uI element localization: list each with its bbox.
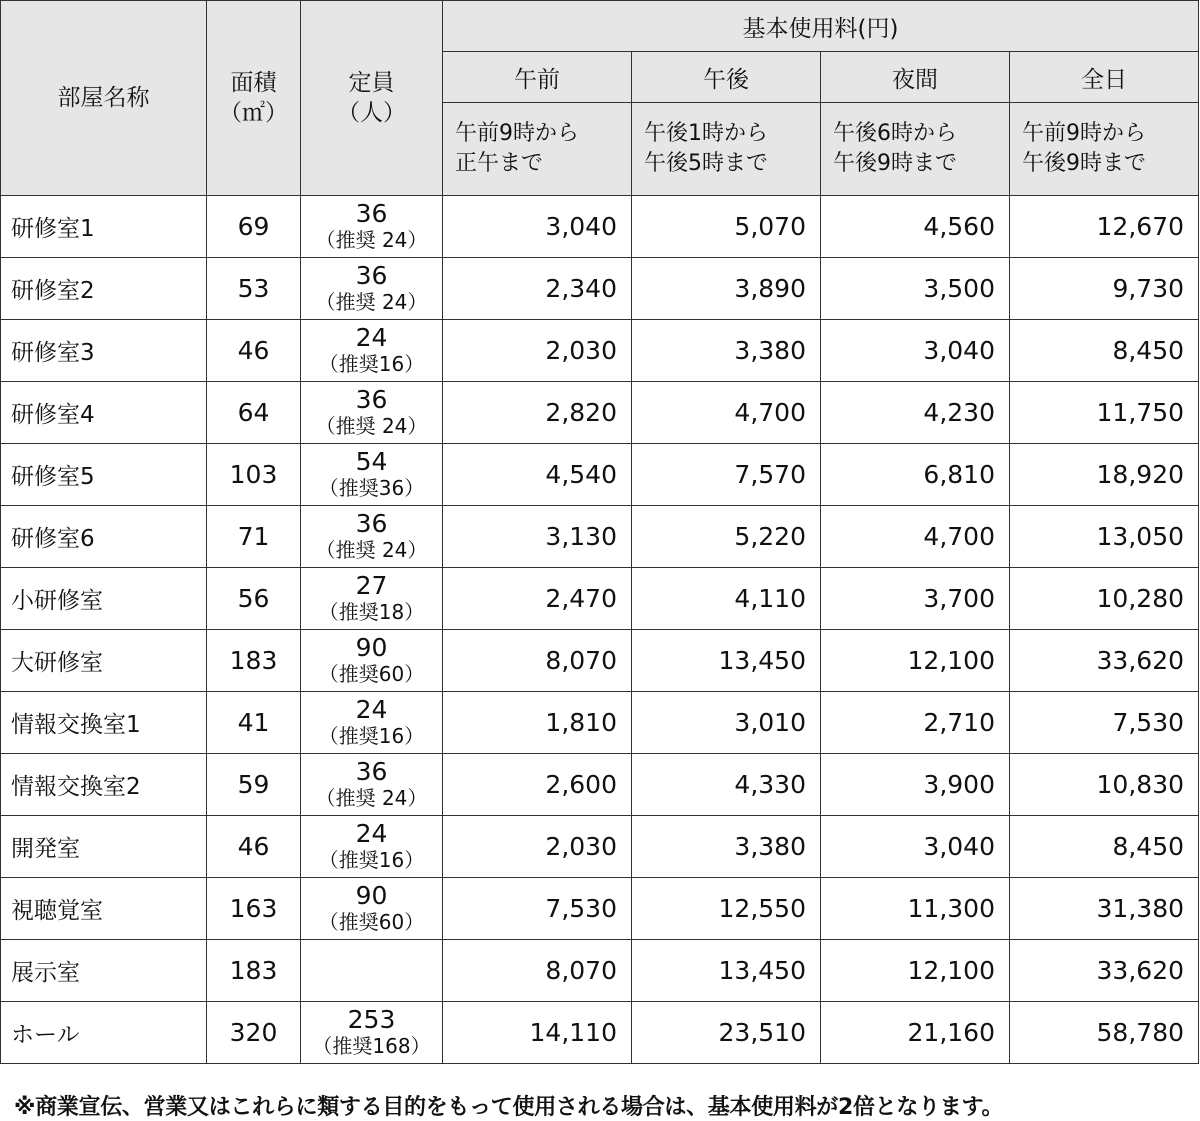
table-row xyxy=(1,258,1199,320)
capacity-value: 24 xyxy=(355,818,388,848)
header-time-fullday: 午前9時から 午後9時まで xyxy=(1010,103,1199,196)
header-time-evening: 午後6時から 午後9時まで xyxy=(821,103,1010,196)
capacity-cell xyxy=(301,506,443,568)
capacity-cell xyxy=(301,444,443,506)
fee-morning-cell: 8,070 xyxy=(443,940,632,1002)
fee-afternoon-cell: 5,220 xyxy=(632,506,821,568)
fee-evening-cell: 2,710 xyxy=(821,692,1010,754)
capacity-value: 90 xyxy=(355,632,388,662)
fee-evening-cell: 11,300 xyxy=(821,878,1010,940)
header-slot-morning: 午前 xyxy=(443,52,632,103)
fee-fullday-cell: 8,450 xyxy=(1010,320,1199,382)
capacity-value: 24 xyxy=(355,322,388,352)
area-cell: 183 xyxy=(207,940,301,1002)
area-cell: 103 xyxy=(207,444,301,506)
capacity-value: 54 xyxy=(355,446,388,476)
recommended-capacity: （推奨16） xyxy=(318,847,425,872)
fee-evening-cell: 21,160 xyxy=(821,1002,1010,1064)
table-row xyxy=(1,878,1199,940)
fee-afternoon-cell: 4,330 xyxy=(632,754,821,816)
room-name-cell: 小研修室 xyxy=(1,568,207,630)
fee-fullday-cell: 10,830 xyxy=(1010,754,1199,816)
room-name-cell: 大研修室 xyxy=(1,630,207,692)
area-cell: 69 xyxy=(207,196,301,258)
fee-evening-cell: 3,700 xyxy=(821,568,1010,630)
area-cell: 53 xyxy=(207,258,301,320)
header-slot-evening: 夜間 xyxy=(821,52,1010,103)
capacity-cell xyxy=(301,320,443,382)
fee-morning-cell: 7,530 xyxy=(443,878,632,940)
room-name-cell: 研修室5 xyxy=(1,444,207,506)
table-row xyxy=(1,196,1199,258)
fee-fullday-cell: 33,620 xyxy=(1010,630,1199,692)
room-name-cell: 情報交換室2 xyxy=(1,754,207,816)
header-slot-afternoon: 午後 xyxy=(632,52,821,103)
table-row xyxy=(1,444,1199,506)
recommended-capacity: （推奨 24） xyxy=(315,289,428,314)
room-name-cell: 展示室 xyxy=(1,940,207,1002)
fee-fullday-cell: 18,920 xyxy=(1010,444,1199,506)
area-cell: 46 xyxy=(207,816,301,878)
recommended-capacity: （推奨16） xyxy=(318,723,425,748)
fee-fullday-cell: 13,050 xyxy=(1010,506,1199,568)
fee-evening-cell: 4,700 xyxy=(821,506,1010,568)
fee-evening-cell: 3,900 xyxy=(821,754,1010,816)
capacity-value: 27 xyxy=(355,570,388,600)
header-slot-fullday: 全日 xyxy=(1010,52,1199,103)
recommended-capacity: （推奨16） xyxy=(318,351,425,376)
header-capacity: 定員 （人） xyxy=(301,1,443,196)
room-name-cell: ホール xyxy=(1,1002,207,1064)
table-row xyxy=(1,816,1199,878)
fee-morning-cell: 2,820 xyxy=(443,382,632,444)
recommended-capacity: （推奨 24） xyxy=(315,227,428,252)
room-name-cell: 研修室1 xyxy=(1,196,207,258)
capacity-value: 253 xyxy=(347,1004,396,1034)
recommended-capacity: （推奨18） xyxy=(318,599,425,624)
capacity-value: 36 xyxy=(355,756,388,786)
fee-afternoon-cell: 7,570 xyxy=(632,444,821,506)
fee-morning-cell: 3,040 xyxy=(443,196,632,258)
capacity-cell xyxy=(301,878,443,940)
table-row xyxy=(1,754,1199,816)
area-cell: 183 xyxy=(207,630,301,692)
fee-afternoon-cell: 13,450 xyxy=(632,630,821,692)
room-name-cell: 情報交換室1 xyxy=(1,692,207,754)
room-name-cell: 研修室2 xyxy=(1,258,207,320)
fee-afternoon-cell: 23,510 xyxy=(632,1002,821,1064)
fee-afternoon-cell: 3,890 xyxy=(632,258,821,320)
table-row xyxy=(1,940,1199,1002)
fee-morning-cell: 3,130 xyxy=(443,506,632,568)
room-name-cell: 研修室3 xyxy=(1,320,207,382)
fee-morning-cell: 2,600 xyxy=(443,754,632,816)
fee-morning-cell: 1,810 xyxy=(443,692,632,754)
recommended-capacity: （推奨 24） xyxy=(315,413,428,438)
recommended-capacity: （推奨60） xyxy=(318,909,425,934)
capacity-value: 90 xyxy=(355,880,388,910)
fee-evening-cell: 12,100 xyxy=(821,940,1010,1002)
header-time-morning: 午前9時から 正午まで xyxy=(443,103,632,196)
table-row xyxy=(1,506,1199,568)
capacity-cell xyxy=(301,382,443,444)
fee-afternoon-cell: 4,110 xyxy=(632,568,821,630)
table-header xyxy=(1,1,1199,196)
fee-fullday-cell: 33,620 xyxy=(1010,940,1199,1002)
fee-fullday-cell: 9,730 xyxy=(1010,258,1199,320)
area-cell: 64 xyxy=(207,382,301,444)
area-cell: 71 xyxy=(207,506,301,568)
table-row xyxy=(1,568,1199,630)
capacity-value: 36 xyxy=(355,384,388,414)
area-cell: 56 xyxy=(207,568,301,630)
fee-evening-cell: 3,040 xyxy=(821,320,1010,382)
fee-evening-cell: 12,100 xyxy=(821,630,1010,692)
fee-evening-cell: 4,230 xyxy=(821,382,1010,444)
fee-fullday-cell: 10,280 xyxy=(1010,568,1199,630)
capacity-value: 36 xyxy=(355,508,388,538)
fee-morning-cell: 2,030 xyxy=(443,320,632,382)
area-cell: 59 xyxy=(207,754,301,816)
footnote: ※商業宣伝、営業又はこれらに類する目的をもって使用される場合は、基本使用料が2倍となります。 xyxy=(14,1095,1004,1120)
table-row xyxy=(1,630,1199,692)
fee-evening-cell: 4,560 xyxy=(821,196,1010,258)
capacity-cell xyxy=(301,630,443,692)
fee-fullday-cell: 31,380 xyxy=(1010,878,1199,940)
table-row xyxy=(1,320,1199,382)
fee-afternoon-cell: 4,700 xyxy=(632,382,821,444)
capacity-cell xyxy=(301,258,443,320)
fee-afternoon-cell: 3,380 xyxy=(632,816,821,878)
fee-fullday-cell: 11,750 xyxy=(1010,382,1199,444)
fee-morning-cell: 14,110 xyxy=(443,1002,632,1064)
fee-fullday-cell: 12,670 xyxy=(1010,196,1199,258)
fee-afternoon-cell: 3,380 xyxy=(632,320,821,382)
table-row xyxy=(1,692,1199,754)
fee-evening-cell: 6,810 xyxy=(821,444,1010,506)
table-row xyxy=(1,382,1199,444)
recommended-capacity: （推奨60） xyxy=(318,661,425,686)
fee-morning-cell: 2,340 xyxy=(443,258,632,320)
fee-morning-cell: 2,030 xyxy=(443,816,632,878)
capacity-cell xyxy=(301,754,443,816)
fee-fullday-cell: 58,780 xyxy=(1010,1002,1199,1064)
table-body xyxy=(1,196,1199,1064)
fee-afternoon-cell: 5,070 xyxy=(632,196,821,258)
recommended-capacity: （推奨 24） xyxy=(315,785,428,810)
recommended-capacity: （推奨168） xyxy=(312,1033,431,1058)
capacity-cell xyxy=(301,692,443,754)
header-basic-fee: 基本使用料(円) xyxy=(443,1,1199,52)
capacity-value: 36 xyxy=(355,260,388,290)
header-room-name: 部屋名称 xyxy=(1,1,207,196)
area-cell: 41 xyxy=(207,692,301,754)
fee-morning-cell: 4,540 xyxy=(443,444,632,506)
fee-morning-cell: 8,070 xyxy=(443,630,632,692)
fee-afternoon-cell: 3,010 xyxy=(632,692,821,754)
area-cell: 163 xyxy=(207,878,301,940)
capacity-value: 36 xyxy=(355,198,388,228)
fee-afternoon-cell: 13,450 xyxy=(632,940,821,1002)
fee-afternoon-cell: 12,550 xyxy=(632,878,821,940)
header-time-afternoon: 午後1時から 午後5時まで xyxy=(632,103,821,196)
area-cell: 46 xyxy=(207,320,301,382)
room-name-cell: 研修室4 xyxy=(1,382,207,444)
fee-fullday-cell: 8,450 xyxy=(1010,816,1199,878)
capacity-cell xyxy=(301,940,443,1002)
capacity-cell xyxy=(301,568,443,630)
capacity-cell xyxy=(301,1002,443,1064)
recommended-capacity: （推奨 24） xyxy=(315,537,428,562)
capacity-cell xyxy=(301,196,443,258)
fee-fullday-cell: 7,530 xyxy=(1010,692,1199,754)
fee-evening-cell: 3,500 xyxy=(821,258,1010,320)
recommended-capacity: （推奨36） xyxy=(318,475,425,500)
capacity-cell xyxy=(301,816,443,878)
capacity-value: 24 xyxy=(355,694,388,724)
area-cell: 320 xyxy=(207,1002,301,1064)
room-name-cell: 開発室 xyxy=(1,816,207,878)
room-name-cell: 研修室6 xyxy=(1,506,207,568)
fee-evening-cell: 3,040 xyxy=(821,816,1010,878)
room-name-cell: 視聴覚室 xyxy=(1,878,207,940)
table-row xyxy=(1,1002,1199,1064)
fee-morning-cell: 2,470 xyxy=(443,568,632,630)
header-area: 面積 （㎡） xyxy=(207,1,301,196)
